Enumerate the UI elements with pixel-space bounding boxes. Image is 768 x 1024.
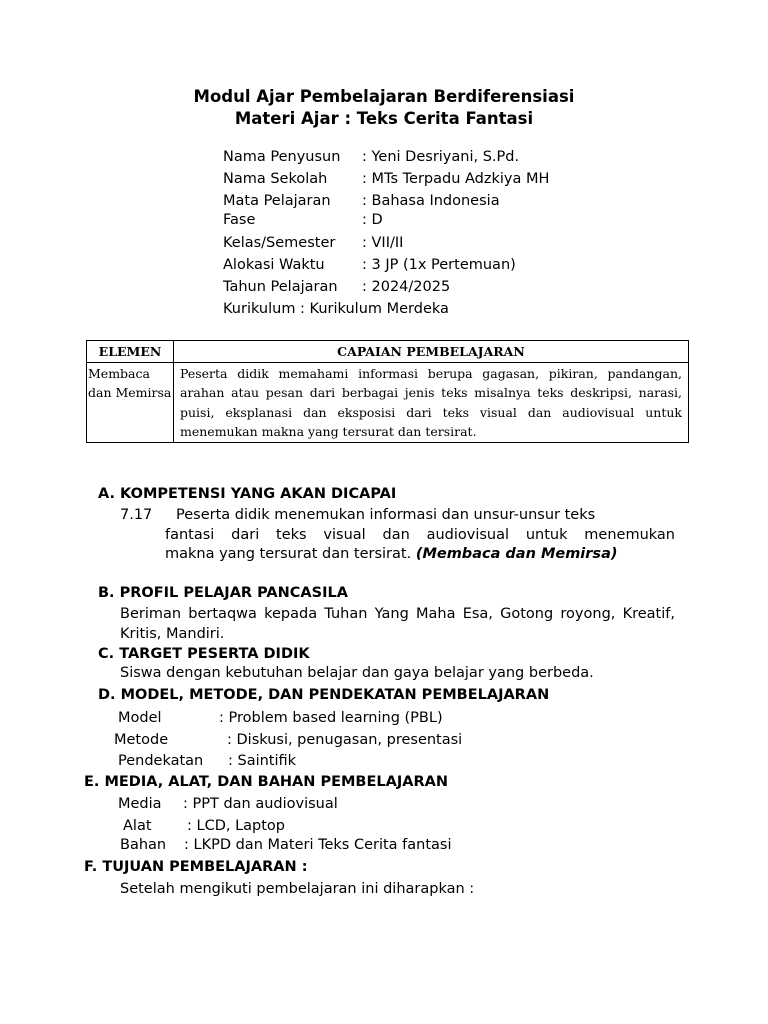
media-value: : PPT dan audiovisual [183, 796, 338, 812]
info-value: : VII/II [362, 235, 404, 251]
info-label: Tahun Pelajaran [223, 279, 338, 295]
competency-text: makna yang tersurat dan tersirat. [165, 546, 412, 562]
info-row-kelas [0, 233, 768, 253]
profil-text: Beriman bertaqwa kepada Tuhan Yang Maha Esa, Gotong royong, Kreatif, Kritis, Mandiri. [120, 606, 675, 642]
table-row [87, 363, 689, 443]
metode-label: Metode [114, 732, 169, 748]
info-row-mapel [0, 191, 768, 211]
bahan-label: Bahan [120, 837, 167, 853]
info-row-penyusun [0, 147, 768, 167]
pendekatan-value: : Saintifik [228, 753, 297, 769]
alat-value: : LCD, Laptop [187, 818, 286, 834]
competency-line-2: fantasi dari teks visual dan audiovisual untuk menemukan [165, 527, 675, 543]
info-row-tahun [0, 277, 768, 297]
header-capaian: CAPAIAN PEMBELAJARAN [174, 341, 689, 363]
pendekatan-label: Pendekatan [118, 753, 204, 769]
competency-line-3 [165, 544, 617, 564]
model-value: : Problem based learning (PBL) [219, 710, 443, 726]
info-label: Nama Penyusun [223, 149, 341, 165]
tujuan-intro-text: Setelah mengikuti pembelajaran ini diharapkan : [120, 881, 475, 897]
section-e-heading: E. MEDIA, ALAT, DAN BAHAN PEMBELAJARAN [84, 774, 448, 790]
info-row-alokasi [0, 255, 768, 275]
document-subtitle: Materi Ajar : Teks Cerita Fantasi [234, 109, 534, 128]
info-row-sekolah [0, 169, 768, 189]
alat-label: Alat [123, 818, 152, 834]
info-value: : Bahasa Indonesia [362, 193, 500, 209]
cell-capaian: Peserta didik memahami informasi berupa gagasan, pikiran, pandangan, arahan atau pesan dari berbagai jenis teks misalnya teks deskripsi, narasi, puisi, eksplanasi dan eksposisi dari teks visual dan audiovisual untuk menemukan makna yang tersurat dan tersirat. [174, 363, 689, 443]
info-value: : Yeni Desriyani, S.Pd. [362, 149, 520, 165]
section-a-heading: A. KOMPETENSI YANG AKAN DICAPAI [98, 486, 397, 502]
model-label: Model [118, 710, 162, 726]
bahan-value: : LKPD dan Materi Teks Cerita fantasi [184, 837, 452, 853]
target-text: Siswa dengan kebutuhan belajar dan gaya belajar yang berbeda. [120, 665, 594, 681]
section-f-heading: F. TUJUAN PEMBELAJARAN : [84, 859, 308, 875]
info-value: : D [362, 212, 383, 228]
section-d-heading: D. MODEL, METODE, DAN PENDEKATAN PEMBELAJARAN [98, 687, 550, 703]
section-c-heading: C. TARGET PESERTA DIDIK [98, 646, 310, 662]
info-label: Nama Sekolah [223, 171, 328, 187]
capaian-table [86, 340, 689, 443]
info-value: : 2024/2025 [362, 279, 451, 295]
competency-element: (Membaca dan Memirsa) [415, 546, 618, 562]
info-label: Alokasi Waktu [223, 257, 325, 273]
info-label: Fase [223, 212, 256, 228]
metode-value: : Diskusi, penugasan, presentasi [227, 732, 463, 748]
media-label: Media [118, 796, 162, 812]
info-value: : MTs Terpadu Adzkiya MH [362, 171, 550, 187]
info-value: : 3 JP (1x Pertemuan) [362, 257, 516, 273]
document-title: Modul Ajar Pembelajaran Berdiferensiasi [193, 87, 575, 106]
section-b-heading: B. PROFIL PELAJAR PANCASILA [98, 585, 348, 601]
info-row-kurikulum: Kurikulum : Kurikulum Merdeka [223, 301, 449, 317]
header-elemen: ELEMEN [87, 341, 174, 363]
competency-line-1: Peserta didik menemukan informasi dan unsur-unsur teks [176, 507, 596, 523]
cell-elemen: Membaca dan Memirsa [87, 363, 174, 443]
info-row-fase [0, 210, 768, 230]
info-label: Kelas/Semester [223, 235, 336, 251]
info-label: Mata Pelajaran [223, 193, 331, 209]
competency-number: 7.17 [120, 507, 153, 523]
table-header-row [87, 341, 689, 363]
